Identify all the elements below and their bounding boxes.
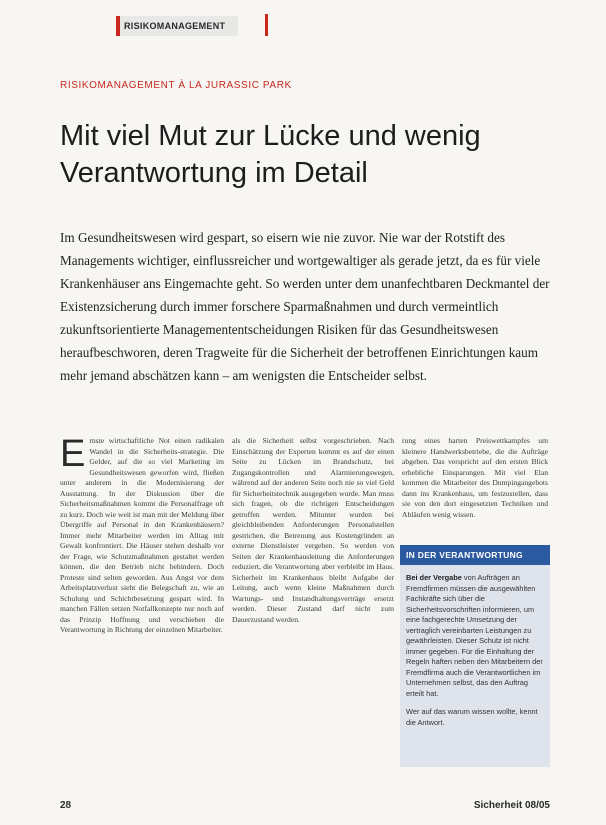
section-label: RISIKOMANAGEMENT (124, 21, 226, 31)
sidebar-title: IN DER VERANTWORTUNG (400, 545, 550, 565)
sidebar-text: von Aufträgen an Fremdfirmen müssen die ausgewählten Fachkräfte sich über die Sicherheitsvorschriften informieren, um eine fachgerechte Umsetzung der vertraglich vereinbarten Leistungen zu gewährleisten. Dieser Schutz ist nicht immer gegeben. Für die Einhaltung der Regeln haften neben den Mitarbeitern der Fremdfirma auch die Verantwortlichen im Unternehmen selbst, das den Auftrag erteilt hat. (406, 573, 543, 698)
article-kicker: RISIKOMANAGEMENT À LA JURASSIC PARK (60, 80, 292, 91)
article-lead: Im Gesundheitswesen wird gespart, so eisern wie nie zuvor. Nie war der Rotstift des Managements wichtiger, einflussreicher und wortgewaltiger als gerade jetzt, da es für viele Krankenhäuser ans Eingemachte geht. So werden unter dem unanfechtbaren Deckmantel der Existenzsicherung durch immer forschere Sparmaßnahmen und durch vermeintlich zukunftsorientierte Managemententscheidungen Risiken für das Gesundheitswesen heraufbeschworen, deren Tragweite für die Sicherheit der betroffenen Einrichtungen kaum mehr jemand abschätzen kann – am wenigsten die Entscheider selbst. (60, 230, 550, 383)
body-text-1: rnste wirtschaftliche Not einen radikalen Wandel in die Sicherheits-strategie. Die Gelder, auf die so viel Marketing im Gesundheitswesen geworfen wird, fließen unter anderem in die Modernisierung der Ausstattung. In der Diskussion über die Sicherheitsmaßnahmen kommt die Personalfrage oft zu kurz. Doch wie weit ist man mit der Meldung über Übergriffe auf Personal in den Krankenhäusern? Immer mehr Mitarbeiter werden im Alltag mit Gewalt konfrontiert. Die Häuser stehen deshalb vor der Frage, wie Schutzmaßnahmen gestaltet werden können, die den Betrieb nicht behindern. Doch Proteste sind selten geworden. Aus Angst vor dem Arbeitsplatzverlust sieht die Belegschaft zu, wie an Schulung und Schichtbesetzung gespart wird. In manchen Fällen setzen Notfallkonzepte nur noch auf das Prinzip Hoffnung und verschieben die Verantwortung in Richtung der einzelnen Mitarbeiter. (60, 436, 224, 634)
section-marker (265, 14, 268, 36)
article-headline: Mit viel Mut zur Lücke und wenig Verantwortung im Detail (60, 120, 481, 189)
drop-cap: E (60, 436, 86, 475)
page-number: 28 (60, 800, 72, 811)
sidebar-note: Wer auf das warum wissen wollte, kennt die Antwort. (406, 707, 538, 727)
body-column-1 (60, 436, 224, 764)
sidebar-lead-bold: Bei der Vergabe (406, 573, 462, 582)
body-text-3: rung eines harten Preiswettkampfes um kleinere Handwerksbetriebe, die die Aufträge abgeben. Das verspricht auf den ersten Blick erhebliche Einsparungen. Mit viel Elan kommen die Mitarbeiter des Dumpingangebots dann ins Krankenhaus, um festzustellen, dass sie von den dort eingesetzten Techniken und Abläufen wenig wissen. (402, 436, 548, 519)
body-column-3 (402, 436, 548, 546)
body-text-2: als die Sicherheit selbst vorgeschrieben. Nach Einschätzung der Experten kommt es auf der einen Seite zu Lücken im Brandschutz, bei Zugangskontrollen und Alarmierungswegen, während auf der anderen Seite noch nie so viel Geld für Sicherheitstechnik ausgegeben wurde. Man muss sich fragen, ob die richtigen Entscheidungen getroffen werden. Mitunter wurden bei gleichbleibenden Anforderungen Personalstellen gestrichen, die Betreuung aus Kostengründen an externe Dienstleister vergeben. So werden von Seiten der Krankenhausleitung die Anforderungen reduziert, die Verantwortung aber verbleibt im Haus. Sicherheit im Krankenhaus bleibt Aufgabe der Leitung, auch wenn kleine Maßnahmen durch Wartungs- und Instandhaltungsverträge ersetzt werden. Dieser Zustand darf nicht zum Dauerzustand werden. (232, 436, 394, 624)
body-column-2 (232, 436, 394, 764)
publication-issue: Sicherheit 08/05 (473, 800, 550, 811)
section-tab (116, 16, 238, 36)
sidebar-box (400, 545, 550, 767)
sidebar-body (400, 565, 550, 728)
